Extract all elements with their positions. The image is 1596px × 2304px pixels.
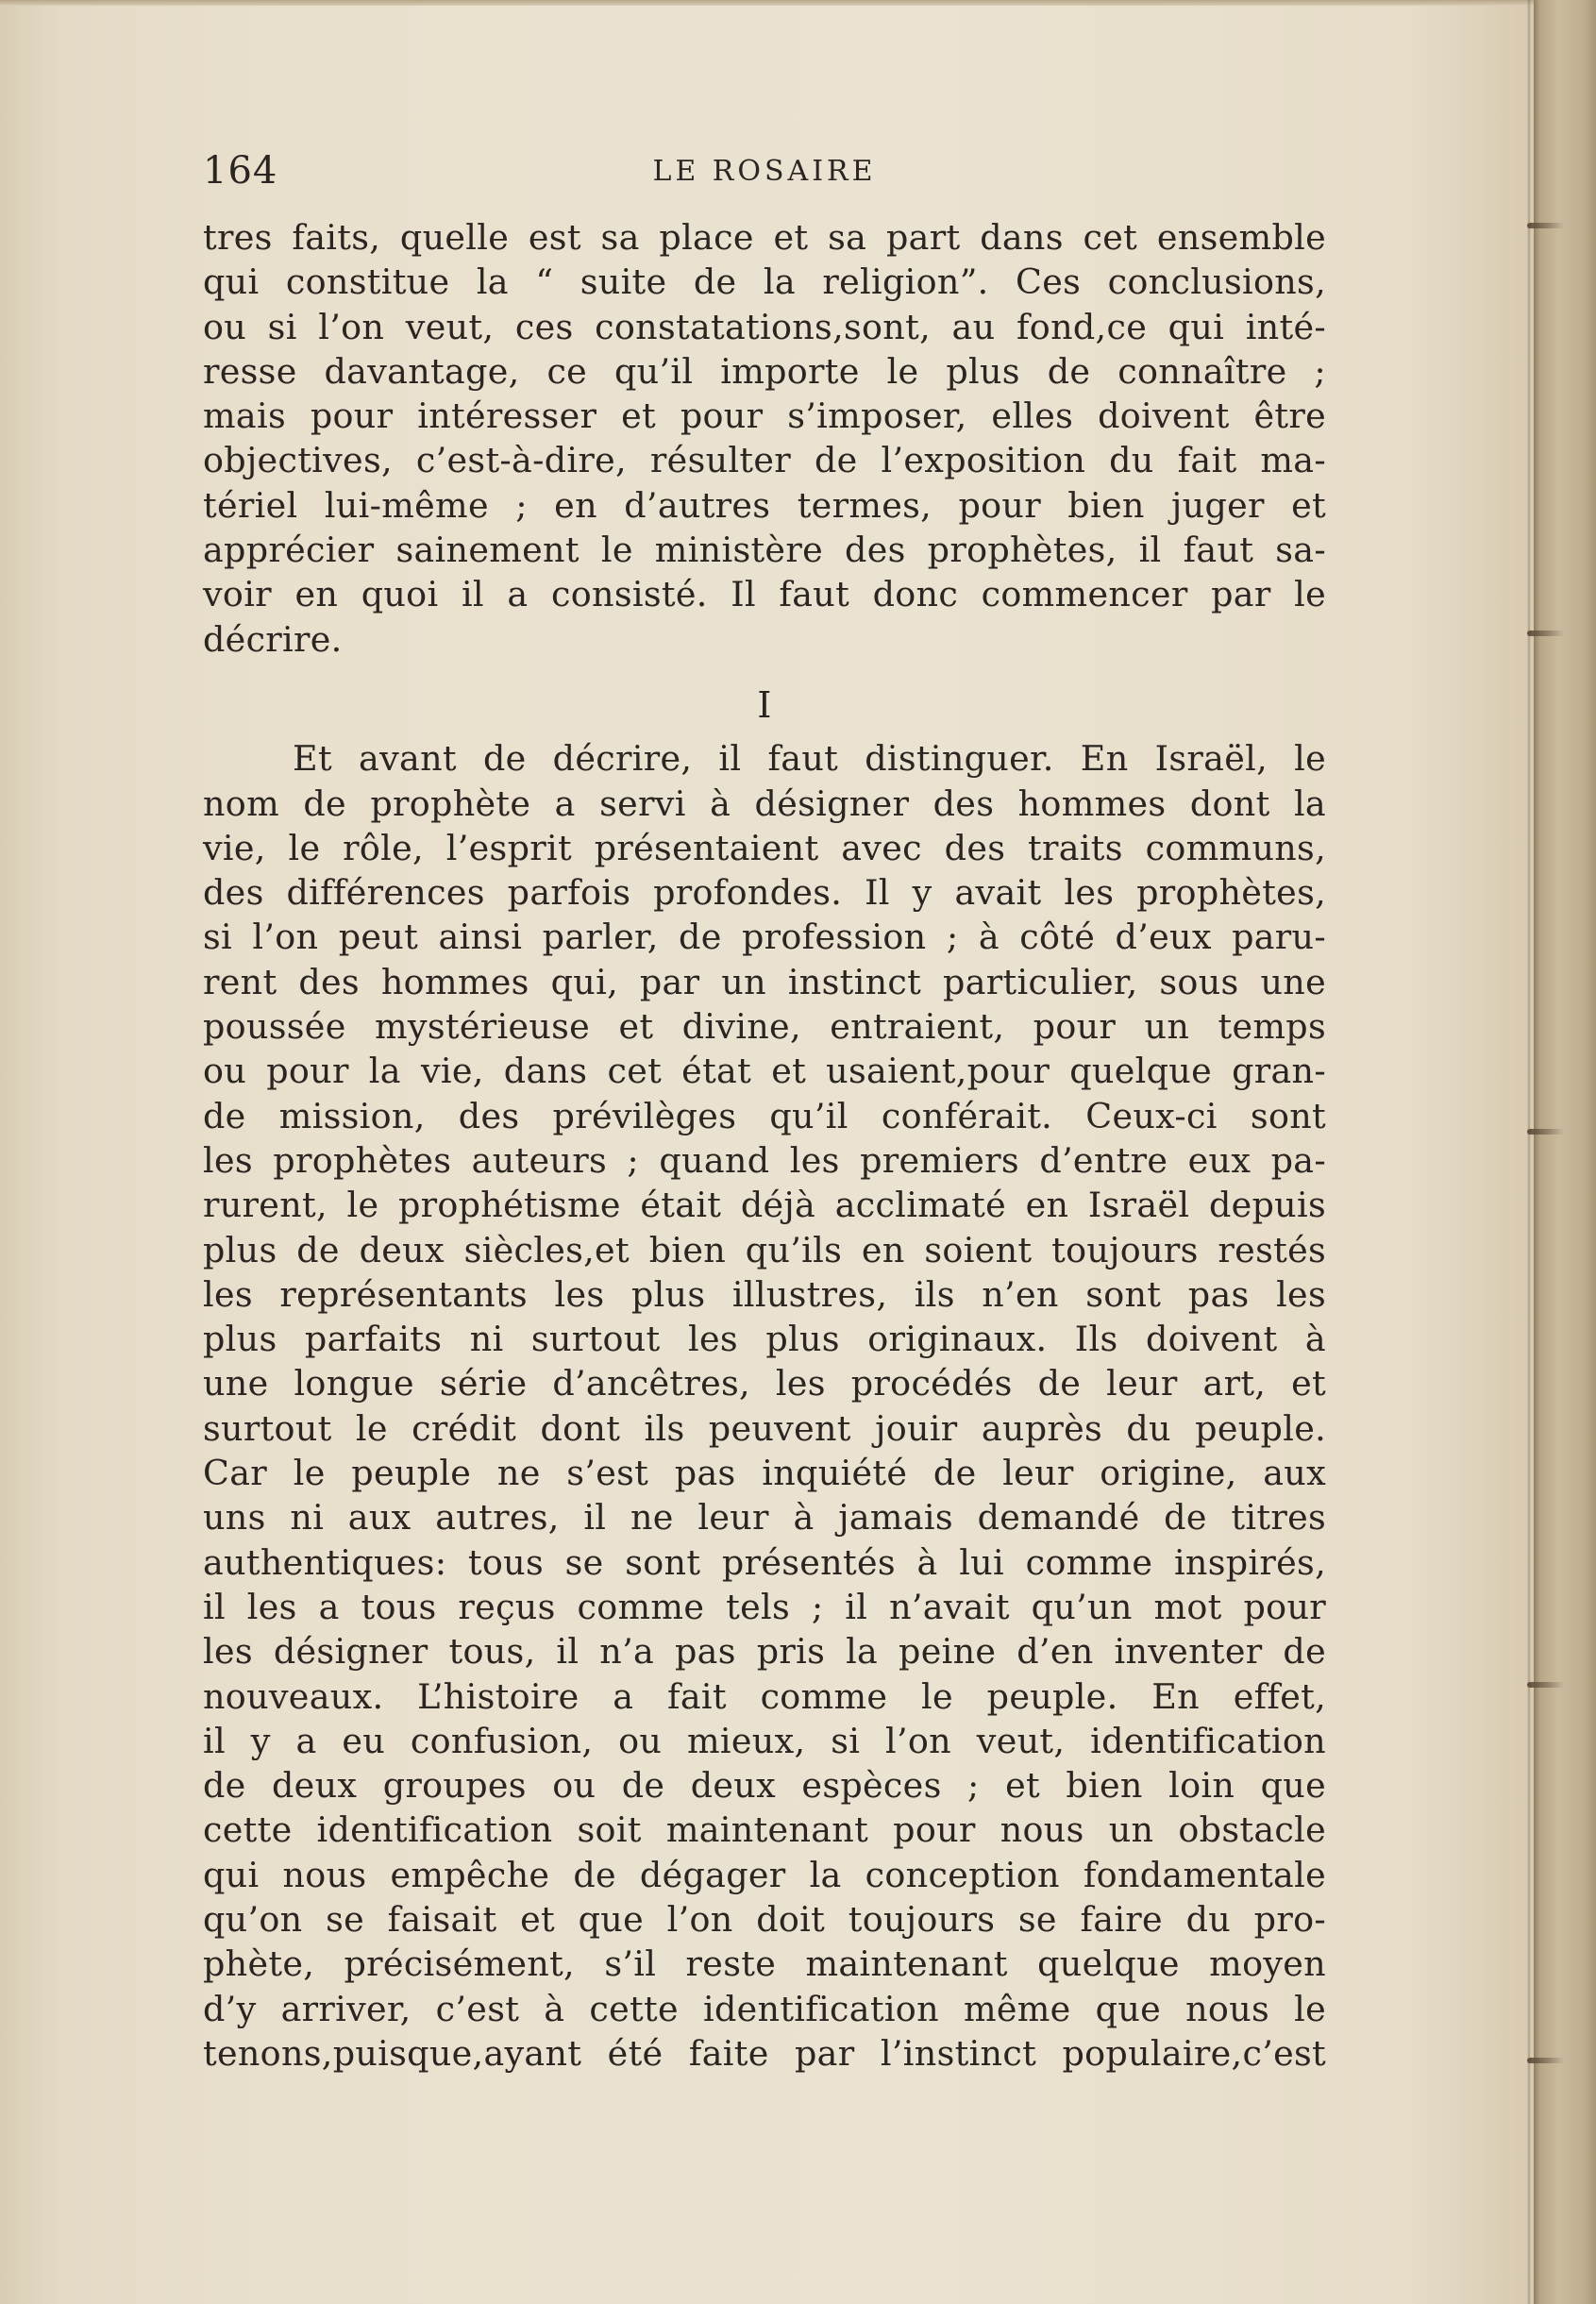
text-line: tenons,puisque,ayant été faite par l’instinct populaire,c’est (203, 2032, 1326, 2074)
text-line: voir en quoi il a consisté. Il faut donc commencer par le (203, 574, 1326, 615)
text-line: poussée mystérieuse et divine, entraient, pour un temps (203, 1006, 1326, 1048)
text-line: phète, précisément, s’il reste maintenant quelque moyen (203, 1943, 1326, 1985)
paragraph-1 (203, 215, 1326, 662)
page-number: 164 (203, 149, 278, 193)
text-line: il les a tous reçus comme tels ; il n’avait qu’un mot pour (203, 1586, 1326, 1627)
text-line: qu’on se faisait et que l’on doit toujours se faire du pro- (203, 1898, 1326, 1940)
text-line: plus parfaits ni surtout les plus originaux. Ils doivent à (203, 1319, 1326, 1360)
text-line: de mission, des prévilèges qu’il conférait. Ceux-ci sont (203, 1095, 1326, 1136)
text-line: il y a eu confusion, ou mieux, si l’on veut, identification (203, 1720, 1326, 1761)
page-edge-mark (1527, 2058, 1565, 2063)
text-line: vie, le rôle, l’esprit présentaient avec des traits communs, (203, 827, 1326, 868)
text-line: plus de deux siècles,et bien qu’ils en soient toujours restés (203, 1229, 1326, 1270)
body-text (203, 215, 1326, 2076)
page-edge-mark (1527, 1129, 1565, 1135)
page-edge-mark (1527, 1682, 1565, 1688)
text-line: nouveaux. L’histoire a fait comme le peuple. En effet, (203, 1675, 1326, 1717)
page-edge-mark (1527, 223, 1565, 228)
text-line: uns ni aux autres, il ne leur à jamais demandé de titres (203, 1497, 1326, 1539)
text-line: des différences parfois profondes. Il y avait les prophètes, (203, 872, 1326, 914)
text-line: ou si l’on veut, ces constatations,sont, au fond,ce qui inté- (203, 306, 1326, 347)
text-line: rent des hommes qui, par un instinct particulier, sous une (203, 961, 1326, 1002)
text-line: de deux groupes ou de deux espèces ; et bien loin que (203, 1765, 1326, 1807)
text-line: qui nous empêche de dégager la conception fondamentale (203, 1854, 1326, 1895)
text-line: nom de prophète a servi à désigner des hommes dont la (203, 782, 1326, 824)
text-line: ou pour la vie, dans cet état et usaient,pour quelque gran- (203, 1051, 1326, 1092)
section-numeral: I (757, 683, 772, 726)
text-line: surtout le crédit dont ils peuvent jouir auprès du peuple. (203, 1407, 1326, 1449)
text-line: cette identification soit maintenant pour nous un obstacle (203, 1809, 1326, 1851)
text-line: authentiques: tous se sont présentés à lui comme inspirés, (203, 1541, 1326, 1583)
text-line: les désigner tous, il n’a pas pris la peine d’en inventer de (203, 1631, 1326, 1673)
text-line: une longue série d’ancêtres, les procédés de leur art, et (203, 1363, 1326, 1404)
text-line: décrire. (203, 618, 343, 660)
paragraph-2 (203, 736, 1326, 2076)
running-title: LE ROSAIRE (652, 155, 877, 188)
text-line: les représentants les plus illustres, ils n’en sont pas les (203, 1273, 1326, 1315)
page-fold (1527, 0, 1531, 2304)
text-line: apprécier sainement le ministère des prophètes, il faut sa- (203, 530, 1326, 571)
text-line: d’y arriver, c’est à cette identification même que nous le (203, 1988, 1326, 2029)
text-line: les prophètes auteurs ; quand les premiers d’entre eux pa- (203, 1139, 1326, 1181)
text-line: resse davantage, ce qu’il importe le plus de connaître ; (203, 350, 1326, 392)
page-top-edge (0, 0, 1534, 6)
text-line: objectives, c’est-à-dire, résulter de l’exposition du fait ma- (203, 440, 1326, 481)
text-line: mais pour intéresser et pour s’imposer, elles doivent être (203, 395, 1326, 437)
text-line: Car le peuple ne s’est pas inquiété de leur origine, aux (203, 1453, 1326, 1494)
page-edge-mark (1527, 631, 1565, 636)
text-line: si l’on peut ainsi parler, de profession ; à côté d’eux paru- (203, 917, 1326, 958)
text-line: Et avant de décrire, il faut distinguer. En Israël, le (293, 738, 1326, 780)
adjacent-page-edge (1534, 0, 1596, 2304)
text-line: tres faits, quelle est sa place et sa part dans cet ensemble (203, 217, 1326, 258)
text-line: tériel lui-même ; en d’autres termes, pour bien juger et (203, 484, 1326, 526)
text-line: qui constitue la “ suite de la religion”. Ces conclusions, (203, 261, 1326, 303)
text-line: rurent, le prophétisme était déjà acclimaté en Israël depuis (203, 1185, 1326, 1226)
running-head (203, 149, 1326, 206)
